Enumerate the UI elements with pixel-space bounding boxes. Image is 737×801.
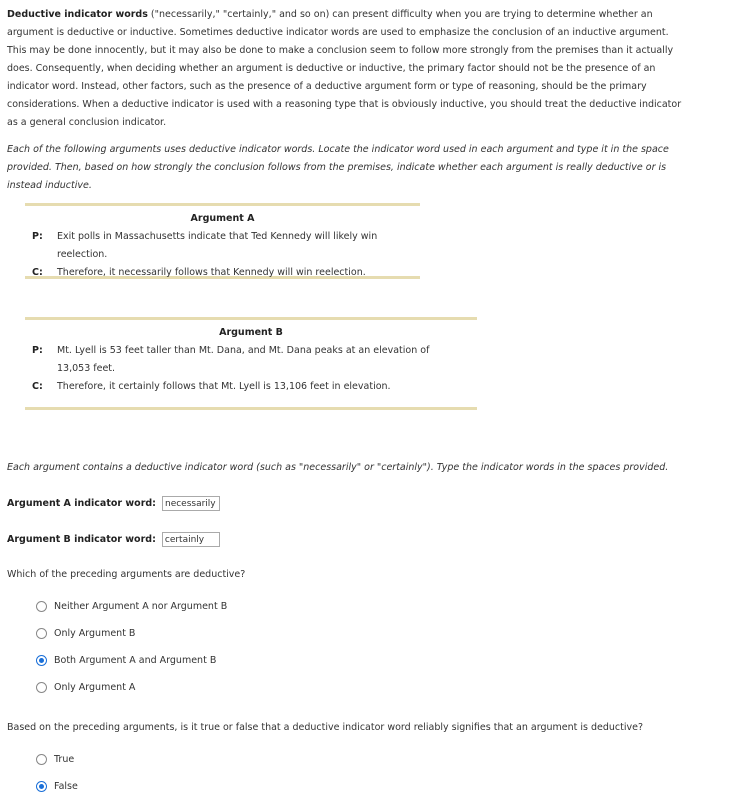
argument-b-premise [32, 342, 477, 378]
radio-button-selected[interactable] [36, 655, 47, 666]
conclusion-text: Therefore, it necessarily follows that Kennedy will win reelection. [57, 267, 366, 278]
argument-b-field-label: Argument B indicator word: [7, 534, 156, 545]
argument-b-box [25, 317, 477, 410]
premise-label: P: [32, 231, 43, 242]
premise-text: Exit polls in Massachusetts indicate that Ted Kennedy will likely win reelection. [57, 231, 378, 260]
q2-option-true[interactable] [36, 754, 74, 765]
radio-button[interactable] [36, 601, 47, 612]
question-2: Based on the preceding arguments, is it true or false that a deductive indicator word reliably signifies that an argument is deductive? [7, 722, 644, 733]
radio-button[interactable] [36, 754, 47, 765]
radio-button[interactable] [36, 628, 47, 639]
conclusion-label: C: [32, 267, 43, 278]
radio-button[interactable] [36, 682, 47, 693]
q1-option-label: Only Argument B [54, 628, 136, 639]
argument-b-conclusion [32, 378, 477, 396]
argument-a-premise [32, 228, 420, 264]
radio-button-selected[interactable] [36, 781, 47, 792]
argument-a-conclusion [32, 264, 420, 282]
conclusion-text: Therefore, it certainly follows that Mt. Lyell is 13,106 feet in elevation. [57, 381, 391, 392]
premise-label: P: [32, 345, 43, 356]
instruction-1: Each of the following arguments uses deductive indicator words. Locate the indicator word used in each argument and type it in the space provided. Then, based on how strongly the conclusion follows from the premises, indicate whether each argument is really deductive or is instead inductive. [7, 144, 669, 191]
instruction-2: Each argument contains a deductive indicator word (such as "necessarily" or "certainly"). Type the indicator words in the spaces provided. [7, 462, 669, 473]
q1-option-label: Only Argument A [54, 682, 136, 693]
argument-a-field [7, 496, 220, 511]
argument-a-indicator-input[interactable] [162, 496, 220, 511]
q1-option-label: Both Argument A and Argument B [54, 655, 217, 666]
argument-b-title: Argument B [219, 327, 283, 338]
q1-option-only-a[interactable] [36, 682, 135, 693]
argument-b-indicator-input[interactable] [162, 532, 220, 547]
question-1: Which of the preceding arguments are deductive? [7, 569, 246, 580]
q2-option-label: False [54, 781, 78, 792]
q1-option-both[interactable] [36, 655, 216, 666]
q1-option-neither[interactable] [36, 601, 227, 612]
q2-option-false[interactable] [36, 781, 78, 792]
premise-text: Mt. Lyell is 53 feet taller than Mt. Dana, and Mt. Dana peaks at an elevation of 13,053 feet. [57, 345, 430, 374]
argument-a-title: Argument A [190, 213, 255, 224]
intro-bold-lead: Deductive indicator words [7, 9, 148, 20]
q1-option-label: Neither Argument A nor Argument B [54, 601, 228, 612]
intro-paragraph [7, 6, 683, 132]
conclusion-label: C: [32, 381, 43, 392]
argument-b-field [7, 532, 220, 547]
intro-text: ("necessarily," "certainly," and so on) can present difficulty when you are trying to determine whether an argument is deductive or inductive. Sometimes deductive indicator words are used to emphasize the conclusion of an inductive argument. This may be done innocently, but it may also be done to make a conclusion seem to follow more strongly from the premises than it actually does. Consequently, when deciding whether an argument is deductive or inductive, the primary factor should not be the presence of an indicator word. Instead, other factors, such as the presence of a deductive argument form or type of reasoning, should be the primary considerations. When a deductive indicator is used with a reasoning type that is obviously inductive, you should treat the deductive indicator as a general conclusion indicator. [7, 9, 682, 128]
argument-a-box [25, 203, 420, 279]
q2-option-label: True [54, 754, 75, 765]
argument-a-field-label: Argument A indicator word: [7, 498, 156, 509]
q1-option-only-b[interactable] [36, 628, 135, 639]
